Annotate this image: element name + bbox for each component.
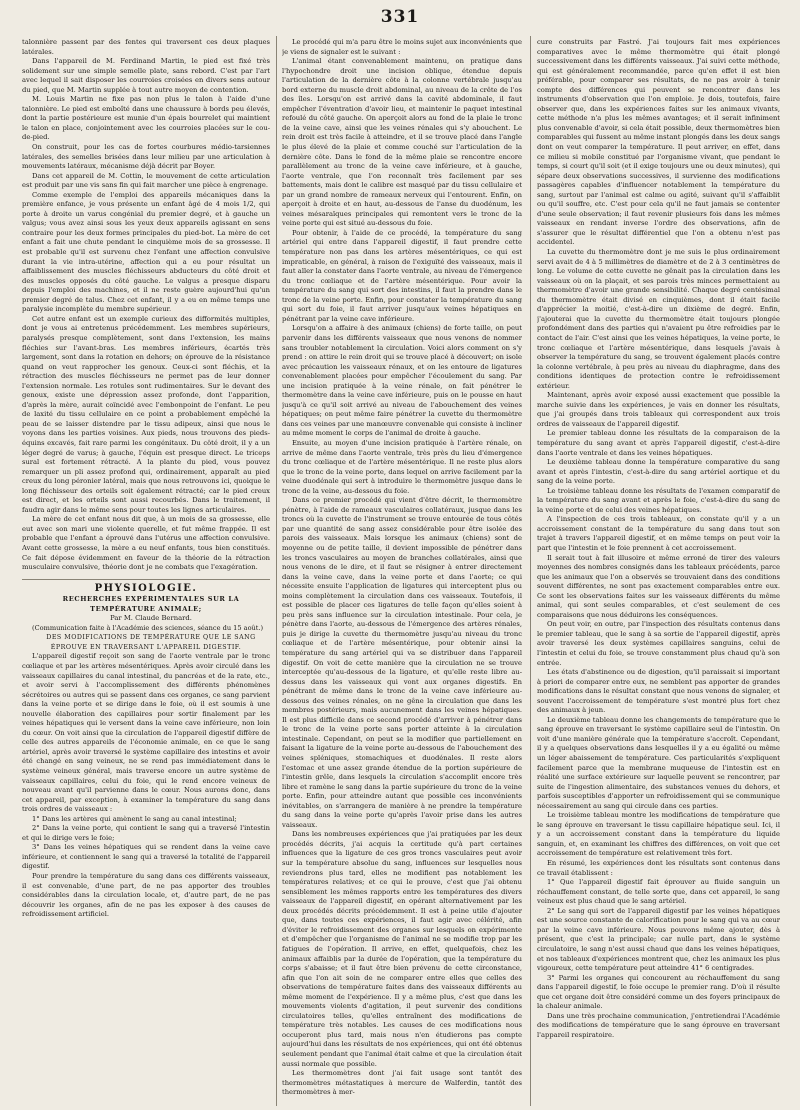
list-item: 1° Dans les artères qui amènent le sang au canal intestinal; xyxy=(32,814,237,823)
article-subtitle: DES MODIFICATIONS DE TEMPÉRATURE QUE LE SANG ÉPROUVE EN TRAVERSANT L'APPAREIL DIGESTIF. xyxy=(46,634,256,651)
paragraph: Cet autre enfant est un exemple curieux des difformités multiples, dont je vous ai entretenus précédemment. Les membres supérieurs, paralysés presque complètement, sont dans l'extension, les mains fléchies sur l'avant-bras. Les membres inférieurs, écartés très largement, sont dans la rotation en dehors; on éprouve de la résistance quand on veut rapprocher les genoux. Ceux-ci sont fléchis, et la rétraction des muscles fléchisseurs ne permet pas de leur donner l'extension normale. Les rotules sont rudimentaires. Sur le devant des genoux, existe une dépression assez profonde, dont l'apparition, d'après la mère, aurait coïncidé avec l'embonpoint de l'enfant. Le peu de laxité du tissu cellulaire en ce point a probablement empêché la peau de se laisser distendre par le tissu adipeux, ainsi que nous le voyons dans les parties voisines. Aux pieds, nous trouvons des pieds-équins excavés, fait rare parmi les congénitaux. Du côté droit, il y a un léger degré de varus; à gauche, l'équin est presque direct. Le triceps sural est fortement rétracté. A la plante du pied, vous pouvez remarquer un pli assez profond qui, ordinairement, apparaît au pied creux du long péronier latéral, mais que nous retrouvons ici, quoique le long fléchisseur des orteils soit également rétracté; car le pied creux est direct, et les orteils sont aussi recourbés. Dans le traitement, il faudra agir dans le même sens pour toutes les lignes articulaires. xyxy=(22,314,270,514)
paragraph: Dans ce premier procédé qui vient d'être décrit, le thermomètre pénètre, à l'aide de rameaux vasculaires collatéraux, jusque dans les troncs où la cuvette de l'instrument se trouve entourée de tous côtés par une quantité de sang assez considérable pour être isolée des parois des vaisseaux. Mais lorsque les animaux (chiens) sont de moyenne ou de petite taille, il devient impossible de pénétrer dans les troncs vasculaires au moyen de branches collatérales, ainsi que nous venons de le dire, et il faut se résigner à entrer directement dans la veine cave, dans la veine porte et dans l'aorte; ce qui nécessite ensuite l'application de ligatures qui interceptent plus ou moins complètement la circulation dans ces vaisseaux. Toutefois, il est possible de placer ces ligatures de telle façon qu'elles soient à peu près sans influence sur la circulation intestinale. Pour cela, je pénètre dans l'aorte, au-dessous de l'émergence des artères rénales, puis je dirige la cuvette du thermomètre jusqu'au niveau du tronc cœliaque et de l'artère mésentérique, pour obtenir ainsi la température du sang artériel qui va se distribuer dans l'appareil digestif. On voit de cette manière que la circulation ne se trouve interceptée qu'au-dessous de la ligature, et qu'elle reste libre au-dessus dans les vaisseaux qui vont aux organes digestifs. En pénétrant de même dans le tronc de la veine cave inférieure au-dessous des veines rénales, on ne gêne la circulation que dans les membres postérieurs, mais aucunement dans les veines hépatiques. Il est plus difficile dans ce second procédé d'arriver à pénétrer dans le tronc de la veine porte sans porter atteinte à la circulation intestinale. Cependant, on peut se la modifier que partiellement en faisant la ligature de la veine porte au-dessous de l'abouchement des veines spléniques, stomachiques et duodénales. Il reste alors l'estomac et une assez grande étendue de la portion supérieure de l'intestin grêle, dans lesquels la circulation s'accomplit encore très libre et ramène le sang dans la partie supérieure du tronc de la veine porte. Enfin, pour atteindre autant que possible ces inconvénients inévitables, on s'arrangera de manière à ne prendre la température du sang dans la veine porte qu'après l'avoir prise dans les autres vaisseaux. xyxy=(282,496,522,829)
paragraph: Le premier tableau donne les résultats de la comparaison de la température du sang avant et après l'appareil digestif, c'est-à-dire dans l'aorte ventrale et dans les veines hépatiques. xyxy=(537,429,780,457)
paragraph: Le troisième tableau donne les résultats de l'examen comparatif de la température du sang avant et après le foie, c'est-à-dire du sang de la veine porte et de celui des veines hépatiques. xyxy=(537,486,780,514)
section-heading: PHYSIOLOGIE. xyxy=(22,579,270,594)
column-rule xyxy=(276,36,277,1106)
column-middle xyxy=(282,38,522,1104)
list-item: 2° Dans la veine porte, qui contient le sang qui a traversé l'intestin et qui le dirige vers le foie; xyxy=(22,824,270,842)
column-rule xyxy=(530,36,531,1106)
paragraph: Ensuite, au moyen d'une incision pratiquée à l'artère rénale, on arrive de même dans l'aorte ventrale, très près du lieu d'émergence du tronc cœliaque et de l'artère mésentérique. Il ne reste plus alors que le tronc de la veine porte, dans lequel on arrive facilement par la veine duodénale qui sert à introduire le thermomètre jusque dans le tronc de la veine, au-dessous du foie. xyxy=(282,438,522,495)
paragraph: Maintenant, après avoir exposé aussi exactement que possible la marche suivie dans les expériences, je vais en donner les résultats, que j'ai groupés dans trois tableaux qui correspondent aux trois ordres de vaisseaux de l'appareil digestif. xyxy=(537,391,780,428)
paragraph: 2° Le sang qui sort de l'appareil digestif par les veines hépatiques est une source constante de calorification pour le sang qui va au cœur par la veine cave inférieure. Nous pouvons même ajouter, dès à présent, que c'est la principale; car nulle part, dans le système circulatoire, le sang n'est aussi chaud que dans les veines hépatiques, et nos tableaux d'expériences montrent que, chez les animaux les plus vigoureux, cette température peut atteindre 41° 6 centigrades. xyxy=(537,906,780,973)
paragraph: L'appareil digestif reçoit son sang de l'aorte ventrale par le tronc cœliaque et par les artères mésentériques. Après avoir circulé dans les vaisseaux capillaires du canal intestinal, du pancréas et de la rate, etc., et avoir servi à l'accomplissement des différents phénomènes sécrétoires ou autres qui se passent dans ces organes, ce sang parvient dans la veine porte et se dirige dans le foie, où il est soumis à une nouvelle élaboration des capillaires pour sortir finalement par les veines hépatiques qui le versent dans la veine cave inférieure, non loin du cœur. On voit ainsi que la circulation de l'appareil digestif diffère de celle des autres appareils de l'économie animale, en ce que le sang artériel, après avoir traversé le système capillaire des intestins et avoir été changé en sang veineux, ne se rend pas immédiatement dans le système veineux général, mais traverse encore un autre système de vaisseaux capillaires, celui du foie, qui le rend encore veineux de nouveau avant qu'il parvienne dans le cœur. Nous aurons donc, dans cet appareil, par exception, à examiner la température du sang dans trois ordres de vaisseaux : xyxy=(22,652,270,814)
paragraph: Le deuxième tableau donne la température comparative du sang avant et après l'intestin, c'est-à-dire du sang artériel aortique et du sang de la veine porte. xyxy=(537,458,780,486)
communication-note: (Communication faite à l'Académie des sciences, séance du 15 août.) xyxy=(32,623,264,632)
paragraph: Dans les nombreuses expériences que j'ai pratiquées par les deux procédés décrits, j'ai acquis la certitude qu'à part certaines influences que la ligature de ces gros troncs vasculaires peut avoir sur la température absolue du sang, influences sur lesquelles nous reviendrons plus tard, elles ne modifient pas notablement les températures relatives; et ce qui le prouve, c'est que j'ai obtenu sensiblement les mêmes rapports entre les températures des divers vaisseaux de l'appareil digestif, en opérant alternativement par les deux procédés décrits précédemment. Il est à peine utile d'ajouter que, dans toutes ces expériences, il faut agir avec célérité, afin d'éviter le refroidissement des organes sur lesquels on expérimente et d'empêcher que l'organisme de l'animal ne se modifie trop par les fatigues de l'opération. Il arrive, en effet, quelquefois, chez les animaux affaiblis par la durée de l'opération, que la température du corps s'abaisse; et il faut être bien prévenu de cette circonstance, afin que l'on ait soin de ne comparer entre elles que celles des observations de température faites dans des vaisseaux différents au même moment de l'expérience. Il y a même plus, c'est que dans les mouvements violents d'agitation, il peut survenir des conditions circulatoires telles, qu'elles entraînent des modifications de température très notables. Les causes de ces modifications nous occuperont plus tard, mais nous n'en étudierons pas compte aujourd'hui dans les résultats de nos expériences, qui ont été obtenus seulement pendant que l'animal était calme et que la circulation était aussi normale que possible. xyxy=(282,830,522,1068)
column-left xyxy=(22,38,270,1104)
paragraph: Le deuxième tableau donne les changements de température que le sang éprouve en traversant le système capillaire seul de l'intestin. On voit d'une manière générale que la température s'accroît. Cependant, il y a quelques observations dans lesquelles il y a eu égalité ou même un léger abaissement de température. Ces particularités s'expliquent facilement parce que la membrane muqueuse de l'intestin est en réalité une surface extérieure sur laquelle peuvent se rencontrer, par suite de l'ingestion alimentaire, des substances venues du dehors, et parfois susceptibles d'apporter un refroidissement qui se communique nécessairement au sang qui circule dans ces parties. xyxy=(537,715,780,810)
paragraph: 1° Que l'appareil digestif fait éprouver au fluide sanguin un réchauffement constant, de telle sorte que, dans cet appareil, le sang veineux est plus chaud que le sang artériel. xyxy=(537,878,780,906)
paragraph: Le troisième tableau montre les modifications de température que le sang éprouve en traversant le tissu capillaire hépatique seul. Ici, il y a un accroissement constant dans la température du liquide sanguin, et, en examinant les chiffres des différences, on voit que cet accroissement de température est relativement très fort. xyxy=(537,811,780,858)
paragraph: Lorsqu'on a affaire à des animaux (chiens) de forte taille, on peut parvenir dans les différents vaisseaux que nous venons de nommer sans troubler notablement la circulation. Voici alors comment on s'y prend : on attire le rein droit qui se trouve placé à découvert; on isole avec précaution les vaisseaux rénaux, et on les entoure de ligatures convenablement placées pour empêcher l'écoulement du sang. Par une incision pratiquée à la veine rénale, on fait pénétrer le thermomètre dans la veine cave inférieure, puis on le pousse en haut jusqu'à ce qu'il soit arrivé au niveau de l'abouchement des veines hépatiques; on peut même faire pénétrer la cuvette du thermomètre dans ces veines par une manœuvre convenable qui consiste à incliner au même moment le corps de l'animal de droite à gauche. xyxy=(282,324,522,438)
article-title: RECHERCHES EXPÉRIMENTALES SUR LA TEMPÉRATURE ANIMALE; xyxy=(62,595,240,613)
paragraph: Pour prendre la température du sang dans ces différents vaisseaux, il est convenable, d'une part, de ne pas apporter des troubles considérables dans la circulation locale, et, d'autre part, de ne pas découvrir les organes, afin de ne pas les exposer à des causes de refroidissement artificiel. xyxy=(22,872,270,919)
paragraph: L'animal étant convenablement maintenu, on pratique dans l'hypochondre droit une incision oblique, étendue depuis l'articulation de la dernière côte à la colonne vertébrale jusqu'au bord externe du muscle droit abdominal, au niveau de la crête de l'os des îles. Lorsqu'on est arrivé dans la cavité abdominale, il faut empêcher l'éventration d'avoir lieu, et maintenir le paquet intestinal refoulé du côté gauche. On aperçoit alors au fond de la plaie le tronc de la veine cave, ainsi que les veines rénales qui s'y abouchent. Le rein droit est très facile à atteindre, et il se trouve placé dans l'angle le plus élevé de la plaie et comme couché sur l'articulation de la dernière côte. Dans le fond de la même plaie se rencontre encore parallèlement au tronc de la veine cave inférieure, et à gauche, l'aorte ventrale, que l'on reconnaît très facilement par ses battements, mais dont le calibre est masqué par du tissu cellulaire et par un grand nombre de rameaux nerveux qui l'entourent. Enfin, on aperçoit à droite et en haut, au-dessous de l'anse du duodénum, les veines mésaraïques principales qui remontent vers le tronc de la veine porte qui est situé au-dessous du foie. xyxy=(282,57,522,228)
list-item: 3° Dans les veines hépatiques qui se rendent dans la veine cave inférieure, et contiennent le sang qui a traversé la totalité de l'appareil digestif. xyxy=(22,843,270,871)
paragraph: La mère de cet enfant nous dit que, à un mois de sa grossesse, elle eut avec son mari une violente querelle, et fut même frappée. Il est probable que l'enfant a éprouvé dans l'utérus une affection convulsive. Avant cette grossesse, la mère a eu neuf enfants, tous bien constitués. Ce fait dépose évidemment en faveur de la théorie de la rétraction musculaire convulsive, théorie dont je ne combats que l'exagération. xyxy=(22,515,270,572)
paragraph: Les états d'abstinence ou de digestion, qu'il paraissait si important à priori de comparer entre eux, ne semblent pas apporter de grandes modifications dans le résultat constant que nous venons de signaler, et souvent l'accroissement de température s'est montré plus fort chez des animaux à jeun. xyxy=(537,668,780,715)
paragraph: 3° Parmi les organes qui concourent au réchauffement du sang dans l'appareil digestif, le foie occupe le premier rang. D'où il résulte que cet organe doit être considéré comme un des foyers principaux de la chaleur animale. xyxy=(537,973,780,1011)
paragraph: Comme exemple de l'emploi des appareils mécaniques dans la première enfance, je vous présente un enfant âgé de 4 mois 1/2, qui porte à droite un varus congénial du premier degré, et à gauche un valgus; vous avez ainsi sous les yeux deux appareils agissant en sens contraire pour les deux formes principales du pied-bot. La mère de cet enfant a fait une chute pendant le cinquième mois de sa grossesse. Il est probable qu'il est survenu chez l'enfant une affection convulsive durant la vie intra-utérine, affection qui a eu pour résultat un affaiblissement des muscles fléchisseurs abducteurs du côté droit et des muscles opposés du côté gauche. Le valgus a presque disparu depuis l'emploi des machines, et il ne reste guère aujourd'hui qu'un premier degré de talus. Chez cet enfant, il y a eu en même temps une paralysie incomplète du membre supérieur. xyxy=(22,190,270,314)
paragraph: On peut voir, en outre, par l'inspection des résultats contenus dans le premier tableau, que le sang à sa sortie de l'appareil digestif, après avoir traversé les deux systèmes capillaires sanguins, celui de l'intestin et celui du foie, se trouve constamment plus chaud qu'à son entrée. xyxy=(537,620,780,667)
paragraph: Il serait tout à fait illusoire et même erroné de tirer des valeurs moyennes des nombres consignés dans les tableaux précédents, parce que les animaux que l'on a observés se trouvaient dans des conditions souvent différentes, ne sont pas exactement comparables entre eux. Ce sont les observations faites sur les vaisseaux différents du même animal, qui sont seules comparables, et c'est seulement de ces comparaisons que nous déduirons les conséquences. xyxy=(537,553,780,619)
paragraph: Dans une très prochaine communication, j'entretiendrai l'Académie des modifications de température que le sang éprouve en traversant l'appareil respiratoire. xyxy=(537,1011,780,1039)
paragraph: Dans cet appareil de M. Cottin, le mouvement de cette articulation est produit par une vis sans fin qui fait marcher une pièce à engrenage. xyxy=(22,171,270,190)
paragraph: Le procédé qui m'a paru être le moins sujet aux inconvénients que je viens de signaler est le suivant : xyxy=(282,38,522,56)
page-number: 331 xyxy=(380,7,420,27)
paragraph: Pour obtenir, à l'aide de ce procédé, la température du sang artériel qui entre dans l'appareil digestif, il faut prendre cette température non pas dans les artères mésentériques, ce qui est impraticable, en général, à raison de l'exiguïté des vaisseaux, mais il faut aller la constater dans l'aorte ventrale, au niveau de l'émergence du tronc cœliaque et de l'artère mésentérique. Pour avoir la température du sang qui sort des intestins, il faut la prendre dans le tronc de la veine porte. Enfin, pour constater la température du sang qui sort du foie, il faut arriver jusqu'aux veines hépatiques en pénétrant par la veine cave inférieure. xyxy=(282,228,522,323)
paragraph: cure construits par Fastré. J'ai toujours fait mes expériences comparatives avec le même thermomètre qui était plongé successivement dans les différents vaisseaux. J'ai suivi cette méthode, qui est généralement recommandée, parce qu'en effet il est bien préférable, pour comparer ses résultats, de ne pas avoir à tenir compte des différences qui peuvent se rencontrer dans les instruments d'observation que l'on emploie. Je dois, toutefois, faire observer que, dans les expériences faites sur les animaux vivants, cette méthode n'a plus les mêmes avantages; et il serait infiniment plus convenable d'avoir, si cela était possible, deux thermomètres bien comparables qui fussent au même instant plongés dans les deux sangs dont on veut comparer la température. Il peut arriver, en effet, dans ce milieu si mobile constitué par l'organisme vivant, que pendant le temps, si court qu'il soit (et il exige toujours une ou deux minutes), qui sépare deux observations successives, il survienne des modifications passagères capables d'influencer notablement la température du sang, surtout par l'animal est calme ou agité, suivant qu'il s'affaiblit ou qu'il souffre, etc. C'est pour cela qu'il ne faut jamais se contenter d'une seule observation; il faut revenir plusieurs fois dans les mêmes vaisseaux en rendant inverse l'ordre des observations, afin de s'assurer que le résultat différentiel que l'on a obtenu n'est pas accidentel. xyxy=(537,38,780,247)
paragraph: talonnière passent par des fentes qui traversent ces deux plaques latérales. xyxy=(22,38,270,56)
paragraph: M. Louis Martin ne fixe pas non plus le talon à l'aide d'une talonnière. Le pied est emboîté dans une chaussure à bords peu élevés, dont la partie postérieure est munie d'un épais bourrelet qui maintient le talon en place, conjointement avec les courroies placées sur le cou-de-pied. xyxy=(22,95,270,142)
paragraph: A l'inspection de ces trois tableaux, on constate qu'il y a un accroissement constant de la température du sang dans tout son trajet à travers l'appareil digestif, et en même temps on peut voir la part que l'intestin et le foie prennent à cet accroissement. xyxy=(537,515,780,552)
byline: Par M. Claude Bernard. xyxy=(110,614,192,623)
column-right xyxy=(537,38,780,1104)
paragraph: Les thermomètres dont j'ai fait usage sont tantôt des thermomètres métastatiques à mercure de Walferdin, tantôt des thermomètres à mer- xyxy=(282,1069,522,1097)
paragraph: On construit, pour les cas de fortes courbures médio-tarsiennes latérales, des semelles brisées dans leur milieu par une articulation à mouvements latéraux, mécanisme déjà décrit par Boyer. xyxy=(22,143,270,171)
paragraph: Dans l'appareil de M. Ferdinand Martin, le pied est fixé très solidement sur une simple semelle plate, sans rebord. C'est par l'art avec lequel il sait disposer les courroies croisées en divers sens autour du pied, que M. Martin supplée à tout autre moyen de contention. xyxy=(22,57,270,94)
paragraph: La cuvette du thermomètre dont je me suis le plus ordinairement servi avait de 4 à 5 millimètres de diamètre et de 2 à 3 centimètres de long. Le volume de cette cuvette ne gênait pas la circulation dans les vaisseaux où on la plaçait, et ses parois très minces permettaient au thermomètre d'avoir une grande sensibilité. Chaque degré centésimal du thermomètre était divisé en cinquièmes, dont il était facile d'apprécier la moitié, c'est-à-dire un dixième de degré. Enfin, j'ajouterai que la cuvette du thermomètre était toujours plongée profondément dans des parties qui n'avaient pu être refroidies par le contact de l'air. C'est ainsi que les veines hépatiques, la veine porte, le tronc cœliaque et l'artère mésentérique, dans lesquels j'avais à observer la température du sang, se trouvent également placés contre la colonne vertébrale, à peu près au niveau du diaphragme, dans des conditions identiques de protection contre le refroidissement extérieur. xyxy=(537,248,780,390)
paragraph: En résumé, les expériences dont les résultats sont contenus dans ce travail établissent : xyxy=(537,859,780,877)
